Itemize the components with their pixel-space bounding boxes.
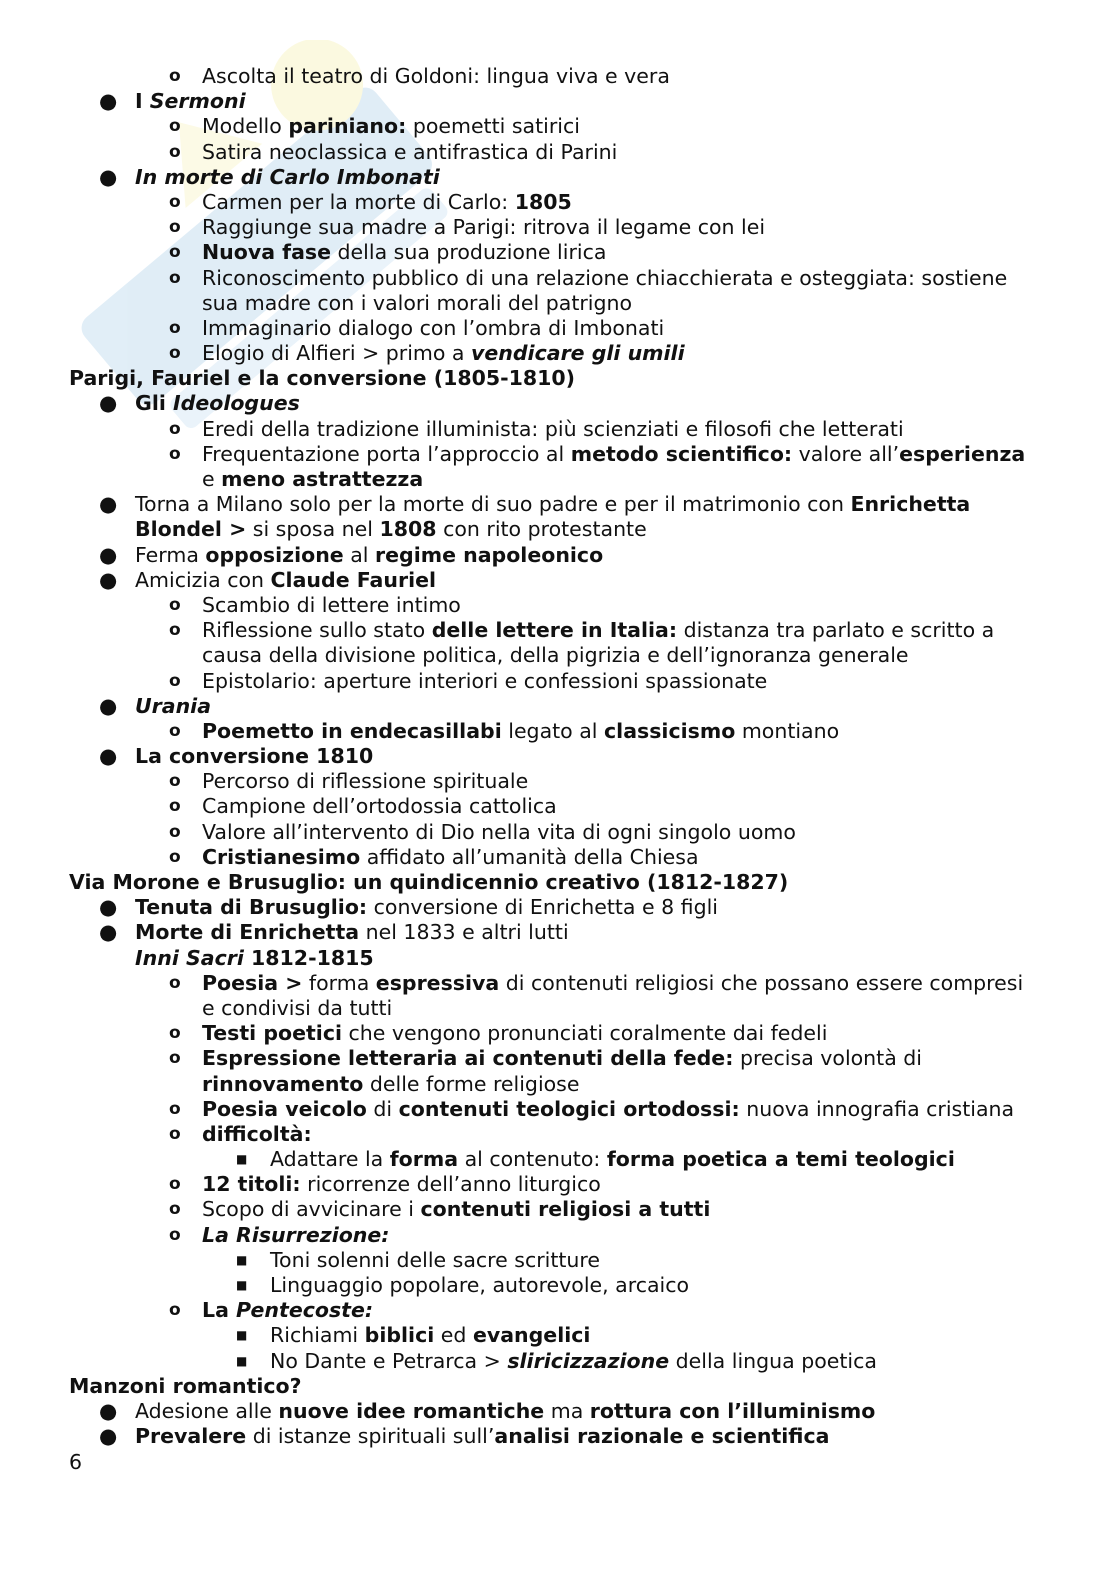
text-run: Poesia >: [202, 970, 303, 995]
line-text: [202, 442, 1025, 467]
text-run: Adesione alle: [135, 1398, 279, 1423]
line-text: [270, 1323, 590, 1348]
line-text: [202, 1122, 312, 1147]
text-run: vendicare gli umili: [471, 341, 685, 366]
list-item: [0, 1021, 1116, 1046]
bullet-icon: ●: [99, 744, 118, 769]
text-run: Enrichetta: [850, 492, 971, 517]
text-run: Ferma: [135, 542, 206, 567]
text-run: delle forme religiose: [363, 1071, 580, 1096]
list-item: [0, 341, 1116, 366]
list-item: [0, 140, 1116, 165]
circle-bullet-icon: o: [169, 1123, 181, 1144]
list-item: [0, 719, 1116, 744]
list-item-continuation: [0, 996, 1116, 1021]
text-run: meno astrattezza: [221, 467, 424, 491]
text-run: di: [366, 1096, 399, 1121]
list-item: [0, 895, 1116, 920]
list-item: [0, 442, 1116, 467]
square-bullet-icon: ■: [236, 1252, 248, 1267]
text-run: al: [343, 542, 375, 567]
list-item: [0, 417, 1116, 442]
line-text: [202, 794, 557, 819]
text-run: Sermoni: [149, 89, 246, 114]
bullet-icon: ●: [99, 920, 118, 945]
list-item: [0, 1323, 1116, 1348]
text-run: Campione dell’ortodossia cattolica: [202, 794, 557, 819]
circle-bullet-icon: o: [169, 1300, 181, 1321]
list-item: [0, 492, 1116, 517]
text-run: sliricizzazione: [507, 1348, 670, 1373]
circle-bullet-icon: o: [169, 317, 181, 338]
line-text: [202, 64, 670, 89]
text-run: Urania: [135, 693, 212, 718]
text-run: Gli: [135, 391, 174, 416]
circle-bullet-icon: o: [169, 1174, 181, 1195]
line-text: [202, 820, 796, 845]
text-run: Prevalere: [135, 1424, 247, 1449]
line-text: [202, 215, 765, 240]
text-run: biblici: [364, 1323, 435, 1348]
text-run: sua madre con i valori morali del patrigno: [202, 290, 633, 315]
text-run: [471, 341, 685, 365]
line-text: [135, 1424, 829, 1449]
text-run: Poemetto in endecasillabi: [202, 718, 502, 743]
text-run: ricorrenze dell’anno liturgico: [300, 1172, 601, 1197]
text-run: Poesia veicolo: [202, 1096, 367, 1121]
list-item: [0, 1248, 1116, 1273]
list-item: [0, 920, 1116, 945]
line-text: [69, 366, 575, 391]
bullet-icon: ●: [99, 895, 118, 920]
text-run: [236, 1298, 373, 1322]
list-item: [0, 593, 1116, 618]
line-text: [135, 895, 718, 920]
line-text: [135, 946, 374, 971]
text-run: Claude Fauriel: [270, 567, 437, 592]
circle-bullet-icon: o: [169, 191, 181, 212]
text-run: Epistolario: aperture interiori e confessioni spassionate: [202, 668, 768, 693]
line-text: [202, 971, 1023, 996]
text-run: Linguaggio popolare, autorevole, arcaico: [270, 1273, 690, 1297]
line-text: [270, 1248, 600, 1273]
bullet-icon: ●: [99, 164, 118, 189]
text-run: 1808: [379, 517, 437, 542]
list-item: [0, 568, 1116, 593]
text-run: 1812-1815: [243, 945, 374, 970]
text-run: Parigi, Fauriel e la conversione (1805-1810): [69, 366, 576, 391]
line-text: [202, 341, 685, 366]
text-run: opposizione: [205, 542, 344, 567]
bullet-icon: ●: [99, 1424, 118, 1449]
text-run: che vengono pronunciati coralmente dai fedeli: [342, 1021, 828, 1046]
line-text: [135, 492, 970, 517]
line-text: [270, 1349, 877, 1374]
line-text: [202, 643, 909, 668]
line-text: [202, 1072, 579, 1097]
line-text: [202, 1021, 827, 1046]
circle-bullet-icon: o: [169, 670, 181, 691]
line-text: [135, 165, 440, 190]
list-item: [0, 89, 1116, 114]
circle-bullet-icon: o: [169, 1199, 181, 1220]
circle-bullet-icon: o: [169, 267, 181, 288]
text-run: ed: [434, 1323, 473, 1348]
line-text: [202, 1197, 710, 1222]
list-item: [0, 971, 1116, 996]
circle-bullet-icon: o: [169, 620, 181, 641]
text-run: di contenuti religiosi che possano essere compresi: [499, 970, 1024, 995]
line-text: [202, 316, 664, 341]
text-run: Modello: [202, 114, 289, 139]
text-run: e condivisi da tutti: [202, 995, 393, 1020]
list-item-continuation: [0, 946, 1116, 971]
text-run: regime napoleonico: [375, 542, 604, 567]
circle-bullet-icon: o: [169, 720, 181, 741]
bullet-icon: ●: [99, 693, 118, 718]
text-run: della lingua poetica: [669, 1348, 877, 1373]
text-run: Nuova fase: [202, 240, 332, 265]
list-item: [0, 114, 1116, 139]
bullet-icon: ●: [99, 567, 118, 592]
line-text: [202, 1223, 390, 1248]
text-run: 1805: [514, 189, 572, 214]
list-item: [0, 794, 1116, 819]
list-item: [0, 669, 1116, 694]
line-text: [135, 543, 603, 568]
list-item: [0, 240, 1116, 265]
line-text: [135, 89, 246, 114]
text-run: si sposa nel: [246, 517, 380, 542]
text-run: Inni Sacri: [135, 945, 244, 970]
line-text: [202, 266, 1007, 291]
text-run: Manzoni romantico?: [69, 1373, 302, 1398]
list-item: [0, 1349, 1116, 1374]
text-run: delle lettere in Italia:: [431, 618, 678, 643]
text-run: Ascolta il teatro di Goldoni: lingua viva e vera: [202, 64, 670, 88]
line-text: [69, 1374, 302, 1399]
list-item: [0, 316, 1116, 341]
line-text: [202, 467, 423, 492]
text-run: Torna a Milano solo per la morte di suo padre e per il matrimonio con: [135, 492, 851, 517]
text-run: I: [135, 89, 150, 114]
list-item: [0, 1172, 1116, 1197]
text-run: [202, 1223, 390, 1247]
line-text: [135, 1399, 875, 1424]
line-text: [202, 593, 461, 618]
list-item-continuation: [0, 291, 1116, 316]
list-item: [0, 1223, 1116, 1248]
line-text: [202, 1172, 601, 1197]
text-run: classicismo: [604, 718, 736, 743]
line-text: [202, 240, 606, 265]
text-run: ma: [544, 1398, 590, 1423]
line-text: [202, 291, 632, 316]
line-text: [69, 870, 788, 895]
text-run: rinnovamento: [202, 1071, 364, 1096]
text-run: forma: [389, 1147, 459, 1172]
line-text: [135, 391, 300, 416]
text-run: precisa volontà di: [733, 1046, 922, 1071]
line-text: [135, 744, 373, 769]
text-run: La Risurrezione:: [202, 1222, 390, 1247]
text-run: [150, 89, 246, 113]
line-text: [270, 1273, 689, 1298]
text-run: No Dante e Petrarca >: [270, 1348, 508, 1373]
list-item: [0, 694, 1116, 719]
text-run: Richiami: [270, 1323, 365, 1348]
text-run: [507, 1349, 669, 1373]
list-item-continuation: [0, 467, 1116, 492]
line-text: [270, 1147, 955, 1172]
list-item: [0, 1273, 1116, 1298]
page-number: 6: [69, 1450, 83, 1474]
line-text: [135, 694, 211, 719]
text-run: Scopo di avvicinare i: [202, 1197, 421, 1222]
square-bullet-icon: ■: [236, 1328, 248, 1343]
circle-bullet-icon: o: [169, 972, 181, 993]
text-run: 12 titoli:: [202, 1172, 301, 1197]
line-text: [202, 190, 572, 215]
text-run: [135, 946, 244, 970]
line-text: [135, 517, 647, 542]
text-run: Satira neoclassica e antifrastica di Parini: [202, 139, 618, 164]
list-item: [0, 1122, 1116, 1147]
list-item: [0, 1046, 1116, 1071]
line-text: [202, 845, 699, 870]
text-run: [135, 165, 440, 189]
circle-bullet-icon: o: [169, 343, 181, 364]
text-run: La conversione 1810: [135, 744, 374, 769]
line-text: [202, 140, 617, 165]
bullet-icon: ●: [99, 1398, 118, 1423]
bullet-icon: ●: [99, 391, 118, 416]
text-run: della sua produzione lirica: [331, 240, 607, 265]
circle-bullet-icon: o: [169, 443, 181, 464]
circle-bullet-icon: o: [169, 116, 181, 137]
list-item: [0, 64, 1116, 89]
text-run: In morte di Carlo Imbonati: [135, 164, 440, 189]
text-run: Ideologues: [173, 391, 300, 416]
list-item: [0, 744, 1116, 769]
list-item-continuation: [0, 1072, 1116, 1097]
text-run: di istanze spirituali sull’: [246, 1424, 495, 1449]
text-run: legato al: [501, 718, 605, 743]
text-run: Raggiunge sua madre a Parigi: ritrova il legame con lei: [202, 215, 766, 240]
text-run: Percorso di riflessione spirituale: [202, 769, 529, 794]
section-heading: [0, 366, 1116, 391]
list-item: [0, 215, 1116, 240]
line-text: [135, 568, 436, 593]
list-item: [0, 391, 1116, 416]
bullet-icon: ●: [99, 542, 118, 567]
text-run: Blondel >: [135, 517, 247, 542]
text-run: Carmen per la morte di Carlo:: [202, 189, 515, 214]
text-run: Riconoscimento pubblico di una relazione chiacchierata e osteggiata: sostiene: [202, 265, 1008, 290]
text-run: Via Morone e Brusuglio: un quindicennio creativo (1812-1827): [69, 870, 789, 894]
circle-bullet-icon: o: [169, 141, 181, 162]
text-run: con rito protestante: [436, 517, 647, 542]
text-run: evangelici: [472, 1323, 591, 1348]
text-run: Amicizia con: [135, 567, 271, 592]
text-run: Toni solenni delle sacre scritture: [270, 1247, 601, 1272]
text-run: Cristianesimo: [202, 844, 361, 869]
circle-bullet-icon: o: [169, 242, 181, 263]
text-run: causa della divisione politica, della pigrizia e dell’ignoranza generale: [202, 643, 909, 668]
text-run: Morte di Enrichetta: [135, 920, 360, 945]
list-item: [0, 845, 1116, 870]
circle-bullet-icon: o: [169, 1098, 181, 1119]
square-bullet-icon: ■: [236, 1278, 248, 1292]
text-run: Scambio di lettere intimo: [202, 592, 461, 617]
list-item: [0, 1197, 1116, 1222]
list-item: [0, 1424, 1116, 1449]
text-run: nel 1833 e altri lutti: [359, 920, 569, 945]
circle-bullet-icon: o: [169, 821, 181, 842]
text-run: affidato all’umanità della Chiesa: [360, 844, 699, 869]
section-heading: [0, 870, 1116, 895]
text-run: metodo scientifico:: [570, 441, 793, 466]
circle-bullet-icon: o: [169, 771, 181, 792]
circle-bullet-icon: o: [169, 594, 181, 615]
line-text: [202, 996, 392, 1021]
text-run: distanza tra parlato e scritto a: [677, 618, 995, 643]
list-item: [0, 190, 1116, 215]
list-item: [0, 1399, 1116, 1424]
bullet-icon: ●: [99, 492, 118, 517]
text-run: Adattare la: [270, 1147, 390, 1172]
line-text: [202, 719, 839, 744]
text-run: forma: [302, 970, 376, 995]
text-run: Immaginario dialogo con l’ombra di Imbonati: [202, 315, 665, 340]
text-run: Pentecoste:: [236, 1298, 374, 1323]
text-run: al contenuto:: [458, 1147, 607, 1172]
list-item-continuation: [0, 517, 1116, 542]
section-heading: [0, 1374, 1116, 1399]
line-text: [202, 618, 994, 643]
text-run: e: [202, 467, 222, 491]
text-run: conversione di Enrichetta e 8 figli: [367, 895, 718, 920]
list-item: [0, 618, 1116, 643]
text-run: nuova innografia cristiana: [739, 1096, 1015, 1121]
text-run: nuove idee romantiche: [278, 1398, 545, 1423]
text-run: Testi poetici: [202, 1021, 342, 1046]
circle-bullet-icon: o: [169, 796, 181, 817]
text-run: Eredi della tradizione illuminista: più scienziati e filosofi che letterati: [202, 416, 904, 441]
text-run: analisi razionale e scientifica: [494, 1424, 830, 1449]
line-text: [135, 920, 569, 945]
text-run: [135, 694, 211, 718]
circle-bullet-icon: o: [169, 217, 181, 238]
list-item: [0, 769, 1116, 794]
line-text: [202, 1298, 373, 1323]
list-item: [0, 266, 1116, 291]
list-item: [0, 1298, 1116, 1323]
square-bullet-icon: ■: [236, 1353, 248, 1368]
text-run: forma poetica a temi teologici: [606, 1147, 955, 1172]
text-run: pariniano:: [288, 114, 407, 139]
square-bullet-icon: ■: [236, 1152, 248, 1167]
list-item: [0, 1097, 1116, 1122]
text-run: Tenuta di Brusuglio:: [135, 895, 368, 920]
list-item: [0, 820, 1116, 845]
text-run: Espressione letteraria ai contenuti della fede:: [202, 1046, 734, 1071]
line-text: [202, 1046, 922, 1071]
line-text: [202, 669, 767, 694]
text-run: Elogio di Alfieri > primo a: [202, 341, 472, 366]
list-item: [0, 1147, 1116, 1172]
circle-bullet-icon: o: [169, 1048, 181, 1069]
line-text: [202, 114, 580, 139]
text-run: difficoltà:: [202, 1121, 312, 1146]
text-run: rottura con l’illuminismo: [589, 1398, 876, 1423]
text-run: poemetti satirici: [406, 114, 580, 139]
text-run: [173, 391, 300, 415]
text-run: montiano: [735, 718, 840, 743]
text-run: espressiva: [375, 970, 500, 995]
circle-bullet-icon: o: [169, 1224, 181, 1245]
line-text: [202, 417, 904, 442]
notes-content: [0, 64, 1116, 1449]
text-run: Valore all’intervento di Dio nella vita di ogni singolo uomo: [202, 819, 796, 844]
text-run: valore all’: [792, 441, 900, 466]
list-item: [0, 165, 1116, 190]
text-run: contenuti religiosi a tutti: [420, 1197, 711, 1222]
bullet-icon: ●: [99, 89, 118, 114]
circle-bullet-icon: o: [169, 418, 181, 439]
list-item-continuation: [0, 643, 1116, 668]
circle-bullet-icon: o: [169, 66, 181, 86]
circle-bullet-icon: o: [169, 1023, 181, 1044]
text-run: esperienza: [899, 441, 1026, 466]
list-item: [0, 543, 1116, 568]
line-text: [202, 1097, 1014, 1122]
circle-bullet-icon: o: [169, 846, 181, 867]
text-run: contenuti teologici ortodossi:: [398, 1096, 740, 1121]
line-text: [202, 769, 528, 794]
text-run: Riflessione sullo stato: [202, 618, 432, 643]
text-run: La: [202, 1298, 237, 1323]
text-run: Frequentazione porta l’approccio al: [202, 441, 571, 466]
